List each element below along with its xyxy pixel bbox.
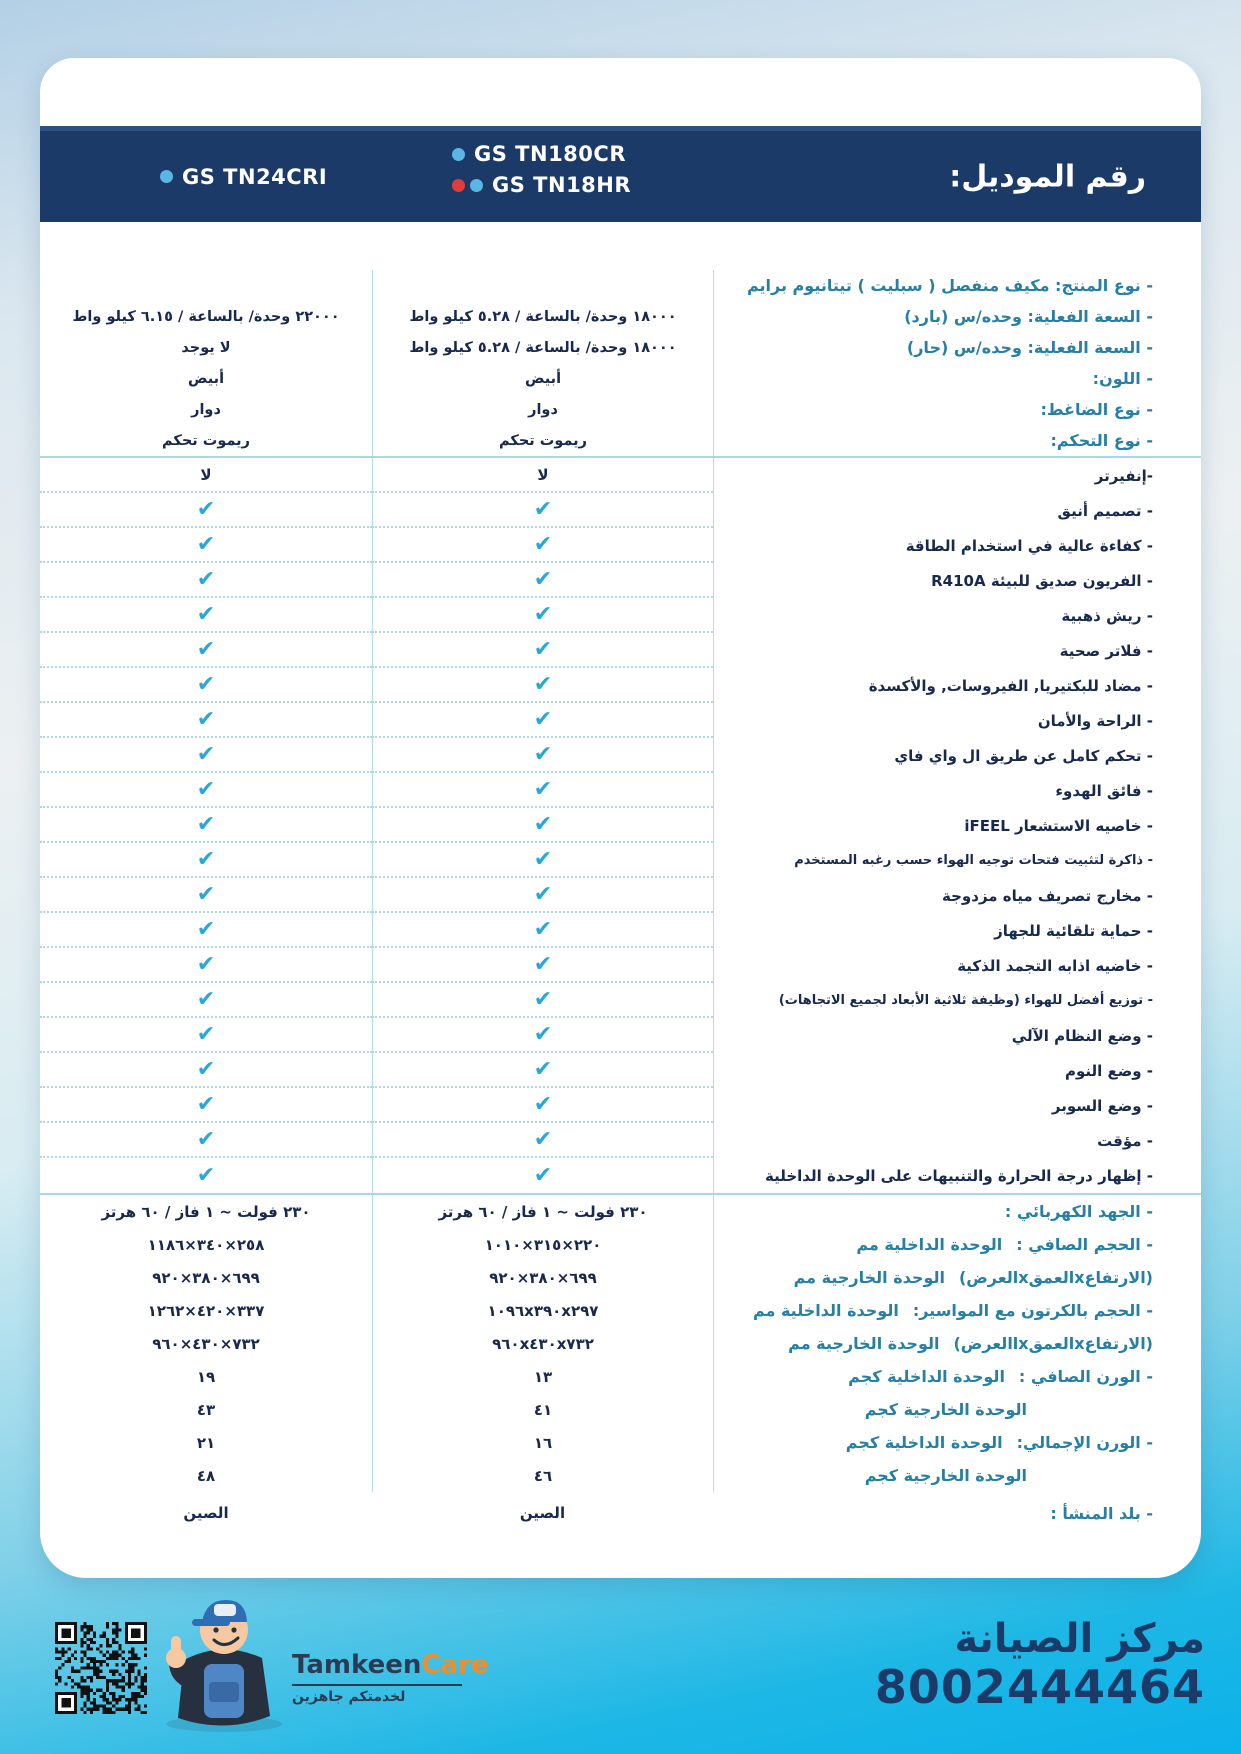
check-icon: ✔ [533,1056,553,1082]
model-number-label: GS TN24CRI [182,164,328,189]
brand-tagline: لخدمتكم جاهزين [292,1684,462,1705]
spec-value-cell [40,1393,372,1426]
spec-value-cell [372,703,713,738]
spec-label: - الفريون صديق للبيئة R410A [931,571,1153,590]
table-row [40,1195,1201,1228]
spec-sublabel: الوحدة الخارجية كجم [864,1400,1027,1419]
spec-value-cell [40,1492,372,1534]
spec-value-cell [372,270,713,301]
spec-label: - الحجم بالكرتون مع المواسير: [912,1301,1153,1320]
check-icon: ✔ [196,706,216,732]
spec-value: ٢٢٠٠٠ وحدة/ بالساعة / ٦.١٥ كيلو واط [72,308,340,325]
spec-label-cell [713,363,1201,394]
check-icon: ✔ [196,531,216,557]
spec-label: - توزيع أفضل للهواء (وظيفة ثلاثية الأبعاد لجميع الاتجاهات) [778,993,1153,1008]
spec-label: - تحكم كامل عن طريق ال واي فاي [894,746,1153,765]
spec-value: أبيض [524,370,562,387]
spec-value: ريموت تحكم [499,432,587,449]
spec-label: - ريش ذهبية [1061,606,1153,625]
spec-label-cell [713,425,1201,456]
spec-value-cell [40,1261,372,1294]
check-icon: ✔ [196,776,216,802]
spec-value: دوار [191,401,221,418]
check-icon: ✔ [196,1091,216,1117]
table-row [40,843,1201,878]
spec-value-cell [372,1393,713,1426]
spec-value: أبيض [187,370,225,387]
spec-value: ١٨٠٠٠ وحدة/ بالساعة / ٥.٢٨ كيلو واط [409,339,677,356]
spec-label: - نوع التحكم: [1050,431,1153,450]
spec-value: ٤٣ [196,1400,216,1419]
spec-label-cell [713,1195,1201,1228]
check-icon: ✔ [533,951,553,977]
spec-value-cell [372,1018,713,1053]
table-row [40,1158,1201,1193]
table-row [40,1492,1201,1534]
table-row [40,332,1201,363]
spec-label-cell [713,738,1201,773]
spec-label: -إنفيرتر [1094,466,1153,485]
spec-label: - الراحة والأمان [1037,711,1153,730]
spec-value-cell [40,332,372,363]
spec-value-cell [40,493,372,528]
spec-value-cell [372,633,713,668]
check-icon: ✔ [196,566,216,592]
spec-value-cell [372,1492,713,1534]
table-row [40,1327,1201,1360]
spec-label: (الارتفاعxالعمقxاالعرض) [953,1334,1153,1353]
spec-label-cell [713,1459,1201,1492]
spec-label-cell [713,1158,1201,1193]
spec-value-cell [40,1228,372,1261]
spec-value-cell [372,301,713,332]
spec-value-cell [372,1360,713,1393]
check-icon: ✔ [533,741,553,767]
spec-value-cell [372,1158,713,1193]
check-icon: ✔ [196,636,216,662]
spec-value-cell [372,598,713,633]
spec-value: ٢٥٨×٣٤٠×١١٨٦ [147,1235,265,1254]
brand-care: Care [421,1650,489,1680]
check-icon: ✔ [196,881,216,907]
spec-value-cell [372,528,713,563]
spec-label: - إظهار درجة الحرارة والتنبيهات على الوحدة الداخلية [765,1166,1153,1185]
check-icon: ✔ [533,671,553,697]
spec-value-cell [372,1088,713,1123]
spec-label: (الارتفاعxالعمقxالعرض) [958,1268,1153,1287]
spec-value: ٦٩٩×٣٨٠×٩٢٠ [489,1268,597,1287]
spec-value-cell [372,1053,713,1088]
spec-value-cell [40,1195,372,1228]
spec-label-cell [713,458,1201,493]
spec-value: لا [537,465,549,484]
spec-label: - نوع المنتج: مكيف منفصل ( سبليت ) تيتانيوم برايم [746,276,1153,295]
table-row [40,458,1201,493]
model-dots [160,170,173,183]
model-number-label: GS TN18HR [492,173,632,197]
table-row [40,633,1201,668]
table-row [40,394,1201,425]
spec-label-cell [713,948,1201,983]
spec-label-cell [713,270,1201,301]
spec-value-cell [40,394,372,425]
spec-value-cell [372,878,713,913]
spec-value-cell [40,843,372,878]
spec-label: - خاصيه الاستشعار iFEEL [964,816,1153,835]
table-row [40,301,1201,332]
spec-label-cell [713,1360,1201,1393]
spec-value: ٤٦ [533,1466,553,1485]
spec-label-cell [713,1294,1201,1327]
brand-tamkeen: Tamkeen [292,1650,422,1680]
model-number-item [452,142,631,166]
table-row [40,1018,1201,1053]
spec-value-cell [372,913,713,948]
table-row [40,1426,1201,1459]
blue-dot-icon [160,170,173,183]
mascot-logo [146,1586,294,1734]
spec-value-cell [40,598,372,633]
check-icon: ✔ [533,706,553,732]
spec-value: ٦٩٩×٣٨٠×٩٢٠ [152,1268,260,1287]
table-row [40,1123,1201,1158]
check-icon: ✔ [196,811,216,837]
table-row [40,1228,1201,1261]
spec-value: ٤٨ [196,1466,216,1485]
table-row [40,948,1201,983]
spec-sublabel: الوحدة الخارجية كجم [864,1466,1027,1485]
check-icon: ✔ [533,1126,553,1152]
spec-label: - حماية تلقائية للجهاز [994,921,1153,940]
check-icon: ✔ [533,1091,553,1117]
spec-label-cell [713,1393,1201,1426]
check-icon: ✔ [196,846,216,872]
spec-value-cell [372,332,713,363]
spec-label: - الجهد الكهربائي : [1004,1202,1153,1221]
spec-value: لا [200,465,212,484]
check-icon: ✔ [196,496,216,522]
check-icon: ✔ [533,601,553,627]
spec-value: لا يوجد [181,339,231,356]
spec-label: - وضع السوبر [1051,1096,1153,1115]
model-list-middle [452,142,631,197]
model-number-item [452,173,631,197]
spec-value-cell [40,878,372,913]
spec-label-cell [713,493,1201,528]
spec-value-cell [40,738,372,773]
spec-label: - وضع النظام الآلي [1011,1026,1153,1045]
check-icon: ✔ [533,916,553,942]
spec-value: ٧٣٢×٤٣٠×٩٦٠ [152,1334,260,1353]
table-row [40,738,1201,773]
spec-value-cell [372,1459,713,1492]
table-row [40,913,1201,948]
spec-label-cell [713,301,1201,332]
spec-value-cell [372,563,713,598]
spec-label-cell [713,878,1201,913]
spec-value: ١٦ [533,1433,553,1452]
spec-label-cell [713,1426,1201,1459]
spec-value: ٩٦٠x٤٣٠x٧٣٢ [492,1334,594,1353]
spec-value-cell [40,425,372,456]
spec-label-cell [713,1492,1201,1534]
spec-sublabel: الوحدة الخارجية مم [793,1268,945,1287]
spec-value-cell [40,1053,372,1088]
spec-value-cell [372,493,713,528]
check-icon: ✔ [533,496,553,522]
spec-label: - خاضيه اذابه التجمد الذكية [957,956,1153,975]
spec-value-cell [40,1294,372,1327]
model-number-label: GS TN180CR [474,142,626,166]
check-icon: ✔ [533,881,553,907]
model-list-left [160,165,327,189]
check-icon: ✔ [533,636,553,662]
spec-label-cell [713,668,1201,703]
spec-value: الصين [183,1504,229,1522]
spec-value-cell [372,1327,713,1360]
check-icon: ✔ [533,846,553,872]
spec-value-cell [40,1426,372,1459]
spec-value: ٣٣٧×٤٢٠×١٢٦٢ [147,1301,265,1320]
table-row [40,703,1201,738]
red-dot-icon [452,179,465,192]
spec-value-cell [372,668,713,703]
spec-label-cell [713,394,1201,425]
service-center-title: مركز الصيانة [954,1616,1205,1662]
spec-label-cell [713,1018,1201,1053]
spec-value-cell [40,1459,372,1492]
spec-label: - كفاءة عالية في استخدام الطاقة [905,536,1153,555]
service-center-block [875,1616,1205,1713]
table-row [40,808,1201,843]
table-row [40,270,1201,301]
table-row [40,1360,1201,1393]
table-row [40,1294,1201,1327]
check-icon: ✔ [533,1162,553,1188]
table-row [40,878,1201,913]
check-icon: ✔ [533,986,553,1012]
check-icon: ✔ [533,566,553,592]
spec-value-cell [40,1088,372,1123]
spec-label-cell [713,843,1201,878]
spec-sublabel: الوحدة الداخلية كجم [848,1367,1005,1386]
spec-label: - فائق الهدوء [1055,781,1153,800]
spec-value: ٢٢٠×٣١٥×١٠١٠ [484,1235,602,1254]
spec-value-cell [40,633,372,668]
spec-label-cell [713,598,1201,633]
spec-table [40,270,1201,1534]
table-row [40,563,1201,598]
spec-label: - بلد المنشأ : [1050,1503,1153,1523]
spec-label: - اللون: [1092,369,1153,388]
spec-value-cell [40,1360,372,1393]
service-phone-number: 8002444464 [874,1660,1205,1714]
spec-label-cell [713,983,1201,1018]
brand-logo [292,1650,489,1705]
spec-value-cell [372,1228,713,1261]
spec-value-cell [40,948,372,983]
spec-label-cell [713,1261,1201,1294]
spec-value: ١٨٠٠٠ وحدة/ بالساعة / ٥.٢٨ كيلو واط [409,308,677,325]
brand-name [292,1650,489,1680]
spec-label-cell [713,1088,1201,1123]
spec-label-cell [713,773,1201,808]
spec-sublabel: الوحدة الداخلية مم [752,1301,899,1320]
table-row [40,1088,1201,1123]
mascot-thumb [171,1636,181,1654]
table-row [40,1261,1201,1294]
spec-label: - الورن الإجمالي: [1016,1433,1153,1452]
table-row [40,1459,1201,1492]
spec-value-cell [372,394,713,425]
model-dots [452,179,483,192]
spec-value-cell [372,843,713,878]
table-row [40,493,1201,528]
blue-dot-icon [452,148,465,161]
spec-label: - مؤقت [1097,1131,1153,1150]
spec-value: ١٠٩٦x٣٩٠x٢٩٧ [487,1301,599,1320]
spec-value: الصين [519,1504,566,1522]
spec-value: ٤١ [533,1400,553,1419]
spec-value-cell [372,1426,713,1459]
spec-value-cell [40,668,372,703]
check-icon: ✔ [196,951,216,977]
check-icon: ✔ [196,601,216,627]
spec-label: - السعة الفعلية: وحده/س (بارد) [904,307,1153,326]
spec-value: ١٩ [196,1367,216,1386]
spec-label-cell [713,528,1201,563]
check-icon: ✔ [533,531,553,557]
table-row [40,983,1201,1018]
table-row [40,1053,1201,1088]
table-row [40,528,1201,563]
spec-value-cell [372,1195,713,1228]
check-icon: ✔ [196,916,216,942]
table-row [40,668,1201,703]
check-icon: ✔ [196,1021,216,1047]
spec-value-cell [372,808,713,843]
model-header-band [40,126,1201,222]
check-icon: ✔ [196,671,216,697]
spec-value-cell [372,425,713,456]
table-row [40,425,1201,456]
spec-value-cell [40,301,372,332]
spec-value: ريموت تحكم [162,432,250,449]
spec-sublabel: الوحدة الداخلية كجم [845,1433,1003,1452]
spec-label-cell [713,1053,1201,1088]
spec-value-cell [40,1327,372,1360]
spec-value: ٢٣٠ فولت ~ ١ فاز / ٦٠ هرتز [101,1202,311,1221]
check-icon: ✔ [533,811,553,837]
spec-value: ٢٣٠ فولت ~ ١ فاز / ٦٠ هرتز [438,1202,648,1221]
table-row [40,773,1201,808]
spec-label: - مخارج تصريف مياه مزدوجة [942,886,1153,905]
spec-label: - السعة الفعلية: وحده/س (حار) [906,338,1153,357]
spec-label-cell [713,808,1201,843]
spec-value-cell [372,458,713,493]
spec-label: - تصميم أنيق [1057,501,1153,520]
model-number-title: رقم الموديل: [949,159,1146,194]
spec-value-cell [372,738,713,773]
spec-value-cell [40,1123,372,1158]
check-icon: ✔ [196,986,216,1012]
spec-value-cell [40,703,372,738]
spec-label-cell [713,1123,1201,1158]
spec-value-cell [40,773,372,808]
spec-value-cell [372,1294,713,1327]
spec-label-cell [713,703,1201,738]
spec-value: ١٣ [533,1367,553,1386]
model-number-item [160,165,327,189]
model-dots [452,148,465,161]
spec-label: - فلاتر صحية [1059,641,1153,660]
spec-sublabel: الوحدة الداخلية مم [856,1235,1003,1254]
spec-value: دوار [528,401,558,418]
spec-value-cell [40,528,372,563]
spec-value-cell [372,948,713,983]
spec-value-cell [40,808,372,843]
spec-label-cell [713,332,1201,363]
spec-label: - نوع الضاغط: [1040,400,1153,419]
spec-label-cell [713,1228,1201,1261]
spec-label-cell [713,633,1201,668]
spec-value-cell [40,1018,372,1053]
spec-value-cell [372,773,713,808]
spec-value-cell [40,363,372,394]
spec-value-cell [40,270,372,301]
check-icon: ✔ [533,776,553,802]
spec-value-cell [40,913,372,948]
spec-label-cell [713,1327,1201,1360]
spec-value-cell [372,983,713,1018]
check-icon: ✔ [196,1126,216,1152]
spec-value-cell [40,983,372,1018]
qr-code [55,1622,147,1714]
spec-value-cell [40,1158,372,1193]
table-row [40,363,1201,394]
spec-value-cell [372,1123,713,1158]
table-row [40,598,1201,633]
spec-sublabel: الوحدة الخارجية مم [788,1334,940,1353]
check-icon: ✔ [533,1021,553,1047]
spec-label: - مضاد للبكتيريا, الفيروسات, والأكسدة [868,676,1153,695]
spec-sheet-card [40,58,1201,1578]
check-icon: ✔ [196,1162,216,1188]
check-icon: ✔ [196,741,216,767]
spec-value-cell [372,363,713,394]
spec-label-cell [713,913,1201,948]
table-row [40,1393,1201,1426]
spec-label: - ذاكرة لتثبيت فتحات توجيه الهواء حسب رغبه المستخدم [794,853,1153,868]
spec-value-cell [372,1261,713,1294]
spec-label: - الحجم الصافي : [1016,1235,1153,1254]
spec-label: - وضع النوم [1064,1061,1153,1080]
spec-label: - الورن الصافي : [1018,1367,1153,1386]
spec-value: ٢١ [196,1433,216,1452]
check-icon: ✔ [196,1056,216,1082]
blue-dot-icon [470,179,483,192]
spec-value-cell [40,563,372,598]
spec-value-cell [40,458,372,493]
spec-label-cell [713,563,1201,598]
